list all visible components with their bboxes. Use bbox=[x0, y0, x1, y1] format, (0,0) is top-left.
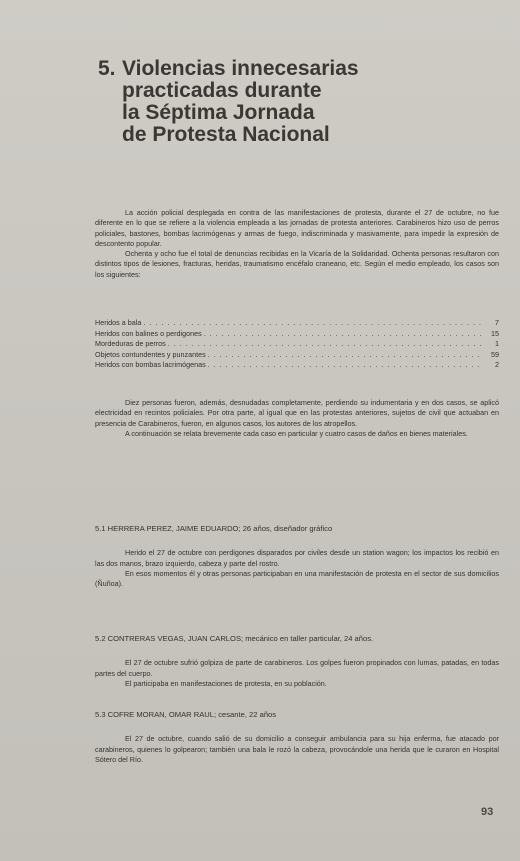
leader-dots bbox=[143, 318, 483, 328]
case-name: 5.3 COFRE MORAN, OMAR RAUL; bbox=[95, 710, 217, 719]
body-paragraph: A continuación se relata brevemente cada caso en particular y cuatro casos de daños en bienes materiales. bbox=[125, 428, 468, 438]
list-item-label: Heridos con balines o perdigones bbox=[95, 328, 202, 338]
case-name: 5.2 CONTRERAS VEGAS, JUAN CARLOS; bbox=[95, 634, 244, 643]
title-line-3: la Séptima Jornada bbox=[122, 101, 315, 124]
case-detail: 26 años, diseñador gráfico bbox=[240, 524, 333, 533]
case-5-2 bbox=[95, 634, 499, 689]
case-5-3 bbox=[95, 710, 499, 765]
intro-paragraph: Ochenta y ocho fue el total de denuncias recibidas en la Vicaría de la Solidaridad. Ochenta personas resultaron con distintos tipos de lesiones, fracturas, heridas, traumatismo encéfalo craneano, etc. Según el medio empleado, los casos son los siguientes: bbox=[95, 249, 499, 279]
case-heading bbox=[95, 634, 499, 644]
case-paragraph: En esos momentos él y otras personas participaban en una manifestación de protesta en el sector de sus domicilios (Ñuñoa). bbox=[95, 568, 499, 589]
title-line-4: de Protesta Nacional bbox=[122, 123, 330, 146]
list-item bbox=[95, 339, 499, 350]
case-paragraph: El participaba en manifestaciones de protesta, en su población. bbox=[125, 678, 327, 688]
leader-dots bbox=[208, 360, 483, 370]
section-title bbox=[98, 58, 398, 146]
case-paragraph: El 27 de octubre sufrió golpiza de parte de carabineros. Los golpes fueron propinados con lumas, patadas, en todas partes del cuerpo. bbox=[95, 658, 499, 678]
list-item-label: Mordeduras de perros bbox=[95, 339, 166, 348]
list-item-value: 15 bbox=[491, 328, 499, 338]
list-item bbox=[95, 329, 499, 340]
section-number: 5. bbox=[98, 57, 116, 80]
case-heading bbox=[95, 710, 499, 720]
leader-dots bbox=[168, 339, 483, 349]
body-paragraph: Diez personas fueron, además, desnudadas completamente, perdiendo su indumentaria y en dos casos, se aplicó electricidad en recintos policiales. Por otra parte, al igual que en las protestas anteriores, sujetos de civil que actuaban en presencia de Carabineros, fueron, en algunos casos, los autores de los atropellos. bbox=[95, 398, 499, 428]
title-line-2: practicadas durante bbox=[122, 79, 322, 102]
list-item-label: Heridos a bala bbox=[95, 318, 142, 327]
injury-list bbox=[95, 318, 499, 371]
case-heading bbox=[95, 524, 499, 534]
list-item-label: Heridos con bombas lacrimógenas bbox=[95, 360, 206, 369]
list-item bbox=[95, 360, 499, 371]
case-detail: mecánico en taller particular, 24 años. bbox=[243, 634, 374, 643]
list-item-label: Objetos contundentes y punzantes bbox=[95, 349, 206, 359]
list-item bbox=[95, 350, 499, 361]
list-item-value: 59 bbox=[491, 349, 499, 359]
page-number: 93 bbox=[481, 806, 494, 818]
case-name: 5.1 HERRERA PEREZ, JAIME EDUARDO; bbox=[95, 524, 241, 533]
list-item-value: 2 bbox=[495, 360, 499, 369]
intro-paragraph: La acción policial desplegada en contra de las manifestaciones de protesta, durante el 27 de octubre, no fue diferente en lo que se refiere a la violencia empleada a las jornadas de protesta anteriores. Carabineros hizo uso de perros policiales, bastones, bombas lacrimógenas y armas de fuego, indiscriminada y masivamente, para impedir la expresión de descontento popular. bbox=[95, 208, 499, 248]
list-item bbox=[95, 318, 499, 329]
followup-text bbox=[95, 398, 499, 439]
title-line-1: Violencias innecesarias bbox=[122, 57, 359, 80]
leader-dots bbox=[208, 350, 483, 360]
case-5-1 bbox=[95, 524, 499, 589]
leader-dots bbox=[204, 329, 483, 339]
list-item-value: 1 bbox=[495, 339, 499, 348]
list-item-value: 7 bbox=[495, 318, 499, 327]
case-paragraph: El 27 de octubre, cuando salió de su domicilio a conseguir ambulancia para su hija enferma, fue atacado por carabineros, quienes lo golpearon; también una bala le rozó la cabeza, provocándole una herida que le curaron en Hospital Sótero del Río. bbox=[95, 734, 499, 764]
intro-text bbox=[95, 208, 499, 280]
case-paragraph: Herido el 27 de octubre con perdigones disparados por civiles desde un station wagon; los impactos los recibió en las dos manos, brazo izquierdo, cabeza y parte del rostro. bbox=[95, 548, 499, 568]
case-detail: cesante, 22 años bbox=[216, 710, 277, 719]
